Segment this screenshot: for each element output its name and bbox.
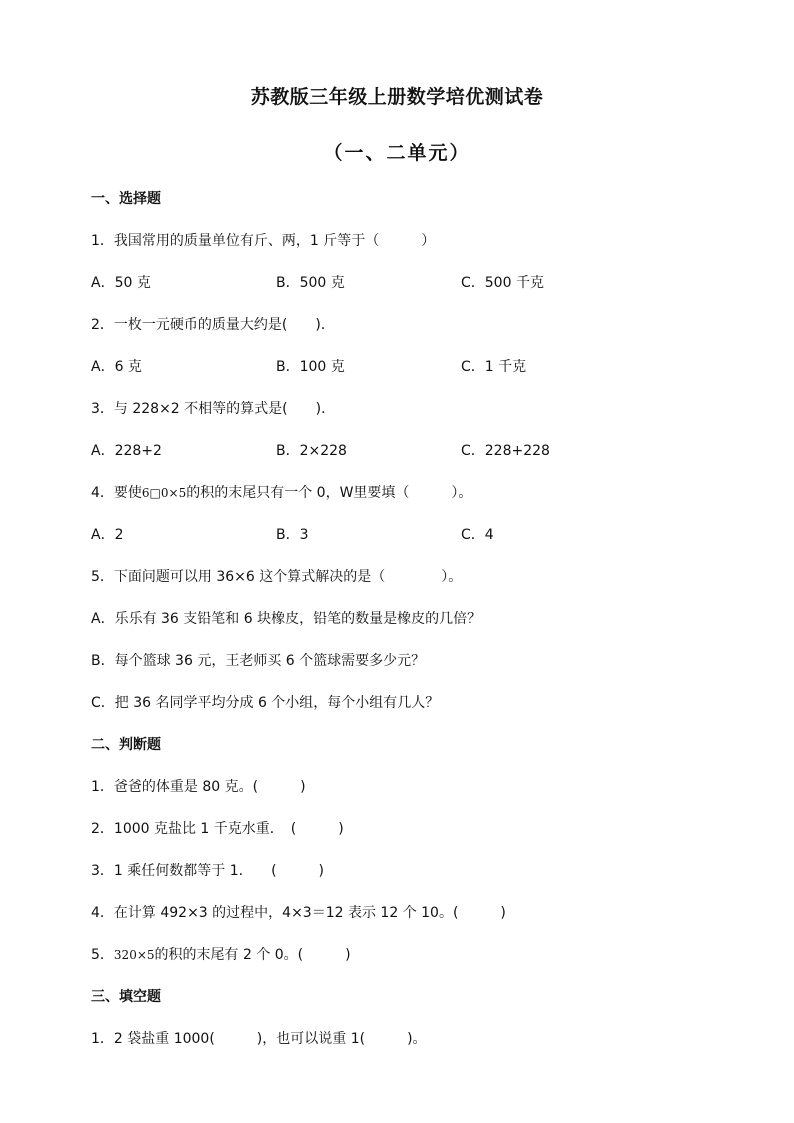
question-text: 1．我国常用的质量单位有斤、两，1 斤等于（ ） [91,233,436,249]
formula: 320×5 [113,948,155,962]
section-heading-choice: 一、选择题 [91,191,161,207]
option-b: B．每个篮球 36 元，王老师买 6 个篮球需要多少元？ [91,653,426,669]
option-b: B．3 [276,527,309,543]
section-heading-judgement: 二、判断题 [91,737,161,753]
question-text: 4．在计算 492×3 的过程中，4×3＝12 表示 12 个 10。( ) [91,905,506,921]
question-text: 3．与 228×2 不相等的算式是( )． [91,401,336,417]
question-text: 2．一枚一元硬币的质量大约是( )． [91,317,335,333]
option-a: A．228+2 [91,443,162,459]
question-text: 1．2 袋盐重 1000( )，也可以说重 1( )。 [91,1031,427,1047]
option-a: A．6 克 [91,359,142,375]
option-b: B．500 克 [276,275,345,291]
question-suffix: 的积的末尾有 2 个 0。( ) [154,947,351,963]
question-text [91,484,472,502]
question-prefix: 4．要使 [91,485,142,501]
option-c: C．把 36 名同学平均分成 6 个小组，每个小组有几人？ [91,695,440,711]
formula: 6□0×5 [141,486,187,500]
option-a: A．50 克 [91,275,151,291]
option-a: A．2 [91,527,124,543]
option-c: C．500 千克 [461,275,544,291]
question-text: 2．1000 克盐比 1 千克水重． ( ) [91,821,344,837]
option-c: C．1 千克 [461,359,527,375]
question-suffix: 的积的末尾只有一个 0，W里要填（ ）。 [186,485,473,501]
option-a: A．乐乐有 36 支铅笔和 6 块橡皮，铅笔的数量是橡皮的几倍？ [91,611,482,627]
option-c: C．4 [461,527,494,543]
question-text [91,946,351,964]
option-b: B．100 克 [276,359,345,375]
question-text: 3．1 乘任何数都等于 1. ( ) [91,863,324,879]
option-c: C．228+228 [461,443,550,459]
question-text: 1．爸爸的体重是 80 克。( ) [91,779,306,795]
question-prefix: 5． [91,947,114,963]
option-b: B．2×228 [276,443,347,459]
page-title: 苏教版三年级上册数学培优测试卷 [250,86,544,108]
section-heading-fill: 三、填空题 [91,989,161,1005]
question-text: 5．下面问题可以用 36×6 这个算式解决的是（ ）。 [91,569,463,585]
page-subtitle: （一、二单元） [323,142,471,164]
